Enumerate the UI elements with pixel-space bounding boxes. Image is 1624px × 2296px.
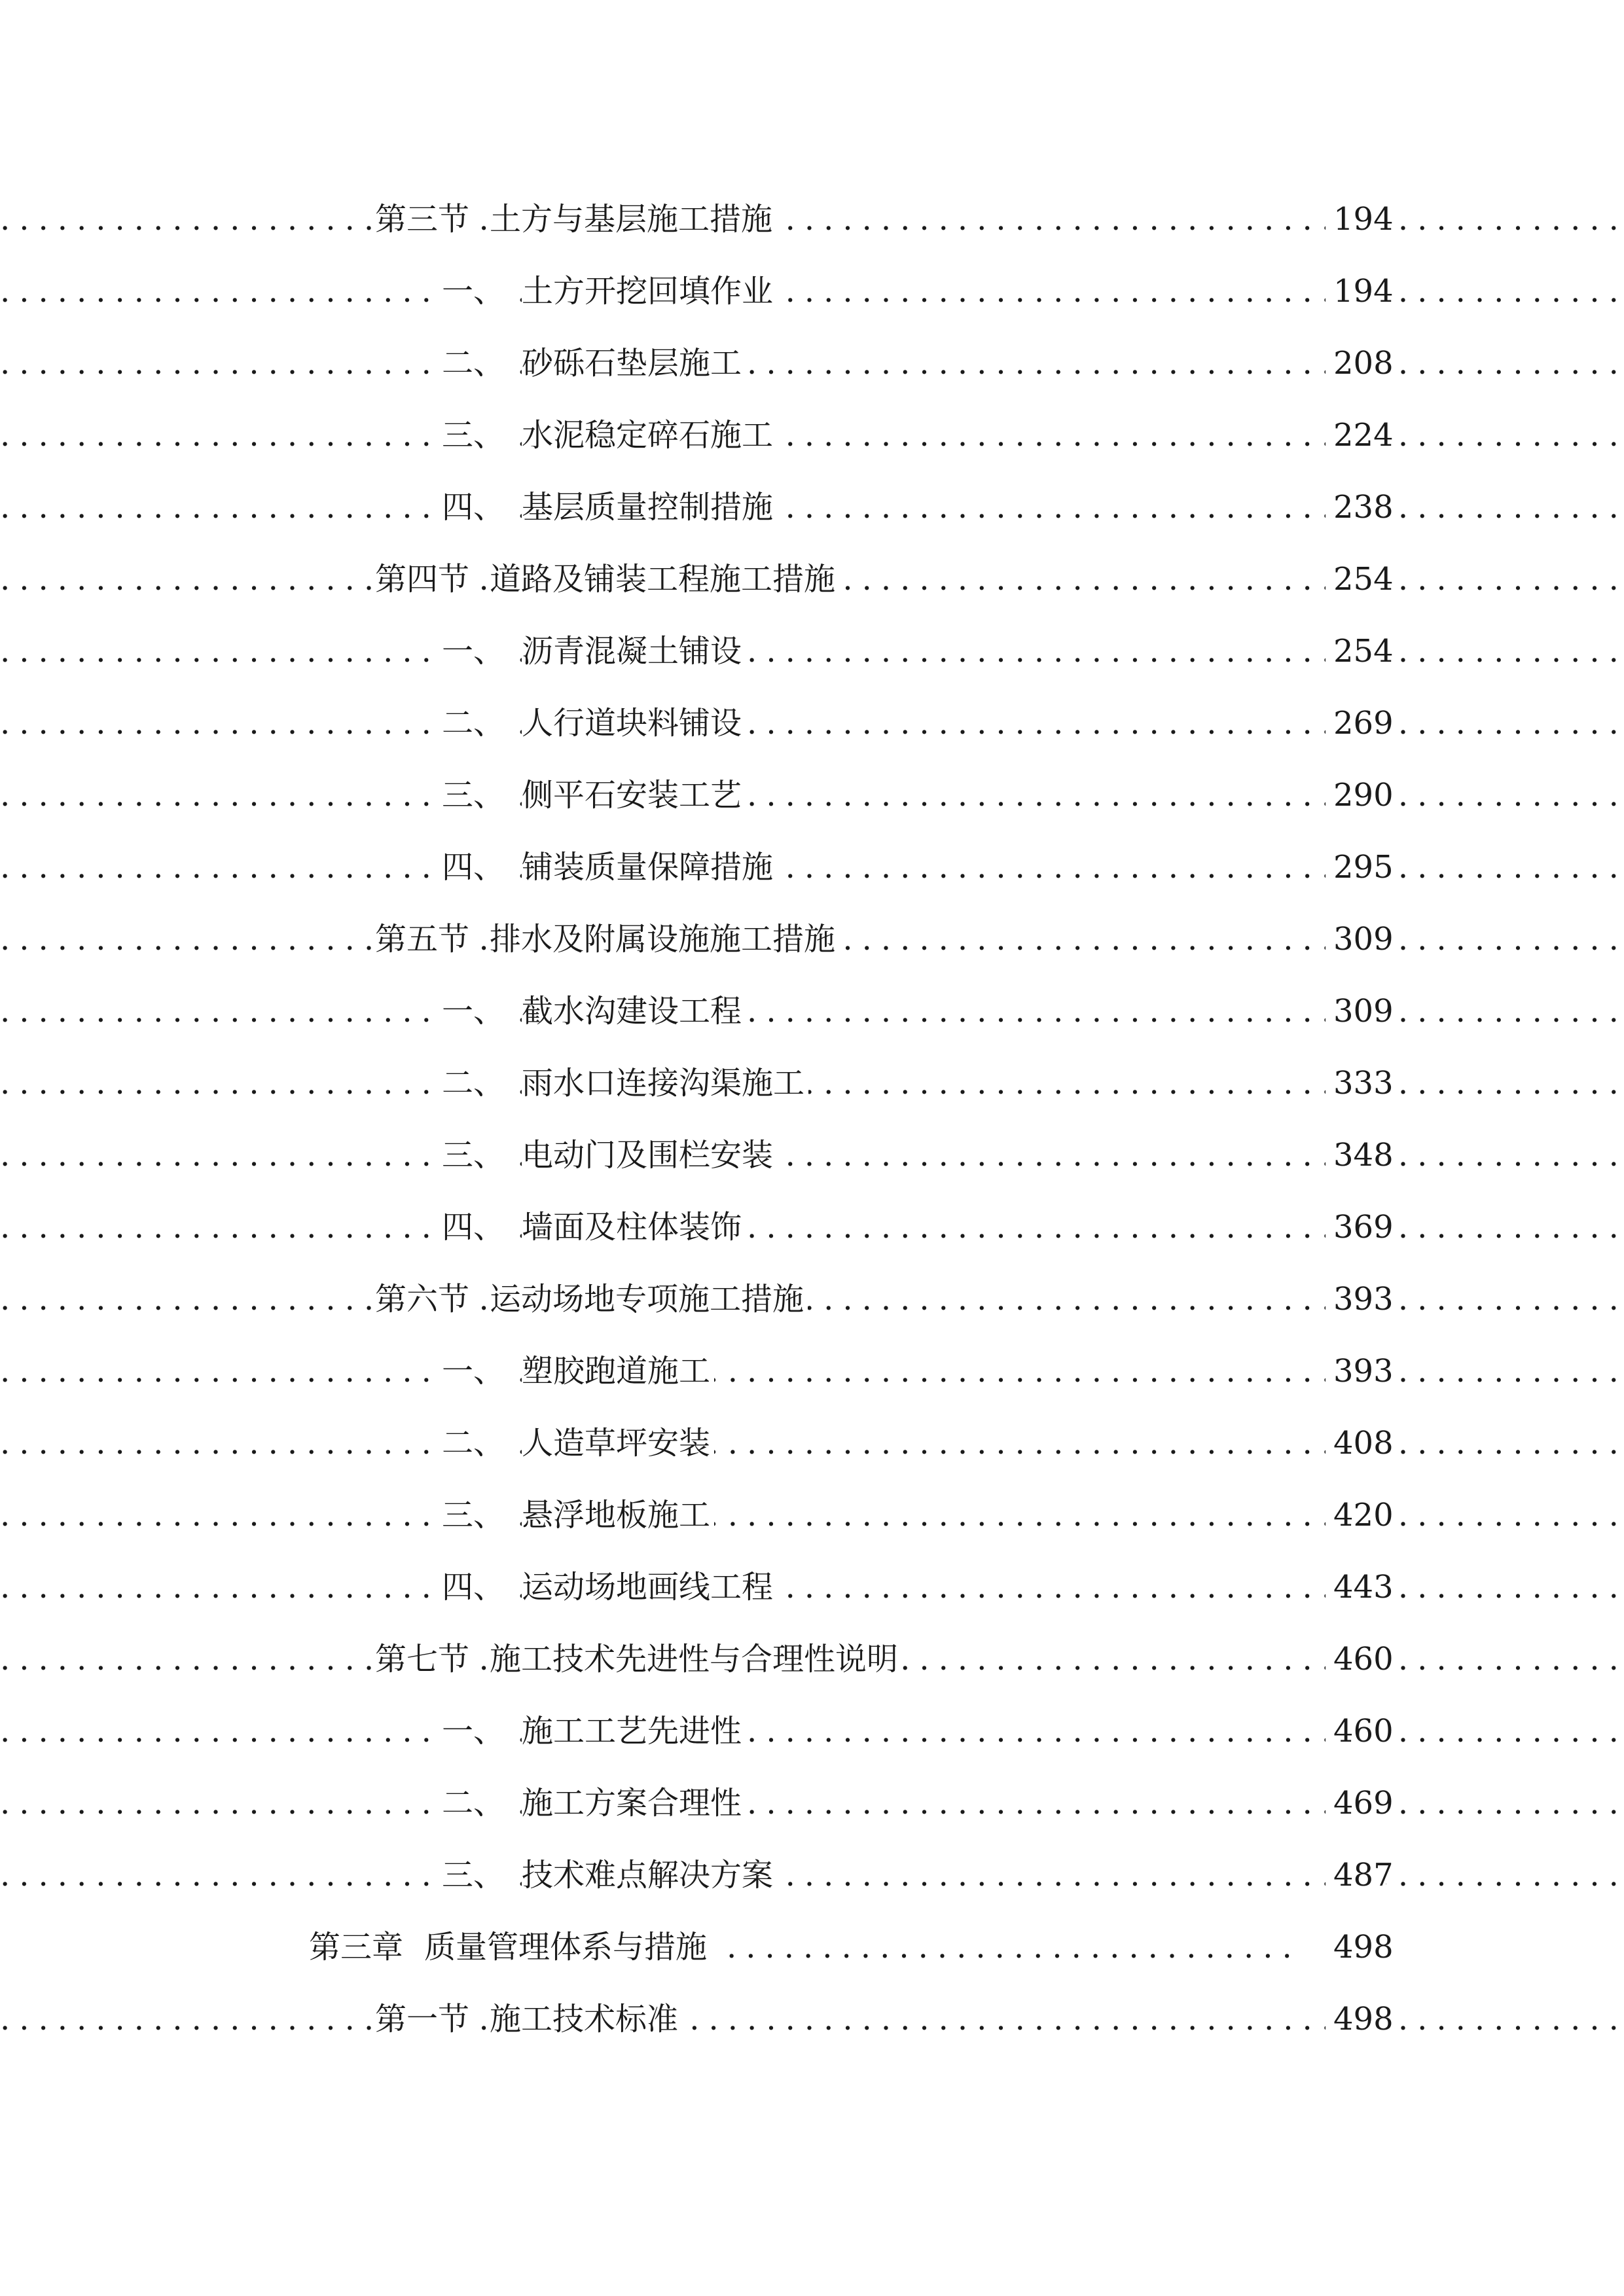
toc-entry-page-number: 254 [1326,623,1386,679]
toc-entry-item[interactable] [0,623,1624,695]
toc-entry-title: 土方开挖回填作业 [522,263,777,319]
toc-entry-number: 三、 [442,407,509,463]
toc-entry-page-number: 408 [1326,1415,1386,1471]
toc-entry-section[interactable] [0,551,1624,623]
toc-entry-item[interactable] [0,1127,1624,1199]
toc-entry-title: 墙面及柱体装饰 [522,1199,746,1255]
toc-entry-title: 人造草坪安装 [522,1415,714,1471]
toc-entry-page-number: 194 [1326,263,1386,319]
toc-entry-number: 一、 [442,1703,509,1759]
toc-entry-item[interactable] [0,1343,1624,1415]
toc-entry-page-number: 269 [1326,695,1386,751]
toc-entry-title: 基层质量控制措施 [522,479,777,535]
toc-entry-number: 第五节 [375,911,473,967]
toc-entry-title: 施工方案合理性 [522,1775,746,1831]
toc-entry-page-number: 443 [1326,1559,1386,1615]
toc-entry-number: 四、 [442,479,509,535]
toc-entry-page-number: 290 [1326,767,1386,823]
toc-entry-title: 雨水口连接沟渠施工 [522,1055,808,1111]
toc-entry-page-number: 469 [1326,1775,1386,1831]
toc-entry-title: 运动场地画线工程 [522,1559,777,1615]
toc-entry-page-number: 238 [1326,479,1386,535]
toc-entry-title: 施工工艺先进性 [522,1703,746,1759]
toc-entry-title: 塑胶跑道施工 [522,1343,714,1399]
toc-entry-item[interactable] [0,1559,1624,1631]
toc-entry-item[interactable] [0,1703,1624,1775]
toc-entry-number: 第一节 [375,1991,473,2047]
toc-entry-title: 施工技术先进性与合理性说明 [490,1631,902,1687]
toc-entry-number: 二、 [442,1415,509,1471]
toc-entry-number: 四、 [442,1199,509,1255]
toc-entry-section[interactable] [0,1271,1624,1343]
toc-entry-item[interactable] [0,1199,1624,1271]
toc-entry-page-number: 487 [1326,1847,1386,1903]
toc-entry-number: 三、 [442,767,509,823]
toc-entry-page-number: 295 [1326,839,1386,895]
toc-entry-item[interactable] [0,335,1624,407]
toc-entry-title: 人行道块料铺设 [522,695,746,751]
toc-entry-page-number: 498 [1326,1919,1386,1975]
toc-entry-page-number: 333 [1326,1055,1386,1111]
toc-entry-item[interactable] [0,1487,1624,1559]
toc-entry-number: 四、 [442,839,509,895]
toc-entry-page-number: 208 [1326,335,1386,391]
dot-leader [727,1919,1293,1975]
toc-entry-number: 一、 [442,263,509,319]
toc-entry-title: 技术难点解决方案 [522,1847,777,1903]
toc-entry-number: 第六节 [375,1271,473,1327]
toc-entry-page-number: 254 [1326,551,1386,607]
toc-entry-item[interactable] [0,695,1624,767]
toc-entry-number: 三、 [442,1127,509,1183]
toc-entry-item[interactable] [0,263,1624,335]
toc-entry-number: 第三章 [309,1919,407,1975]
toc-entry-item[interactable] [0,839,1624,911]
toc-entry-title: 施工技术标准 [490,1991,682,2047]
toc-entry-item[interactable] [0,407,1624,479]
toc-entry-page-number: 309 [1326,983,1386,1039]
toc-entry-section[interactable] [0,191,1624,263]
toc-entry-number: 三、 [442,1847,509,1903]
toc-entry-section[interactable] [0,1991,1624,2063]
toc-entry-number: 一、 [442,623,509,679]
toc-entry-number: 二、 [442,695,509,751]
toc-entry-number: 第四节 [375,551,473,607]
toc-entry-page-number: 393 [1326,1271,1386,1327]
toc-entry-number: 一、 [442,1343,509,1399]
toc-entry-page-number: 393 [1326,1343,1386,1399]
toc-entry-number: 二、 [442,335,509,391]
toc-entry-number: 第三节 [375,191,473,247]
toc-entry-item[interactable] [0,1775,1624,1847]
toc-entry-title: 砂砾石垫层施工 [522,335,746,391]
toc-entry-title: 电动门及围栏安装 [522,1127,777,1183]
toc-entry-item[interactable] [0,479,1624,551]
toc-entry-title: 铺装质量保障措施 [522,839,777,895]
toc-entry-number: 三、 [442,1487,509,1543]
toc-entry-section[interactable] [0,1631,1624,1703]
toc-entry-title: 质量管理体系与措施 [424,1919,711,1975]
toc-entry-title: 水泥稳定碎石施工 [522,407,777,463]
toc-entry-item[interactable] [0,767,1624,839]
toc-entry-title: 土方与基层施工措施 [490,191,776,247]
toc-entry-page-number: 309 [1326,911,1386,967]
toc-entry-number: 四、 [442,1559,509,1615]
toc-entry-item[interactable] [0,1415,1624,1487]
toc-entry-title: 悬浮地板施工 [522,1487,714,1543]
toc-entry-number: 二、 [442,1775,509,1831]
toc-entry-page-number: 460 [1326,1703,1386,1759]
toc-entry-title: 侧平石安装工艺 [522,767,746,823]
toc-entry-page-number: 348 [1326,1127,1386,1183]
toc-entry-page-number: 460 [1326,1631,1386,1687]
toc-entry-page-number: 420 [1326,1487,1386,1543]
toc-entry-page-number: 224 [1326,407,1386,463]
toc-entry-number: 二、 [442,1055,509,1111]
toc-entry-page-number: 498 [1326,1991,1386,2047]
toc-entry-section[interactable] [0,911,1624,983]
toc-entry-page-number: 194 [1326,191,1386,247]
toc-entry-page-number: 369 [1326,1199,1386,1255]
toc-entry-item[interactable] [0,983,1624,1055]
toc-entry-item[interactable] [0,1055,1624,1127]
toc-entry-title: 道路及铺装工程施工措施 [490,551,839,607]
toc-entry-title: 排水及附属设施施工措施 [490,911,839,967]
table-of-contents [0,191,1624,2063]
toc-entry-item[interactable] [0,1847,1624,1919]
toc-entry-title: 截水沟建设工程 [522,983,746,1039]
toc-entry-title: 运动场地专项施工措施 [490,1271,808,1327]
toc-entry-title: 沥青混凝土铺设 [522,623,746,679]
toc-entry-number: 一、 [442,983,509,1039]
toc-entry-number: 第七节 [375,1631,473,1687]
toc-entry-chapter[interactable] [0,1919,1624,1991]
